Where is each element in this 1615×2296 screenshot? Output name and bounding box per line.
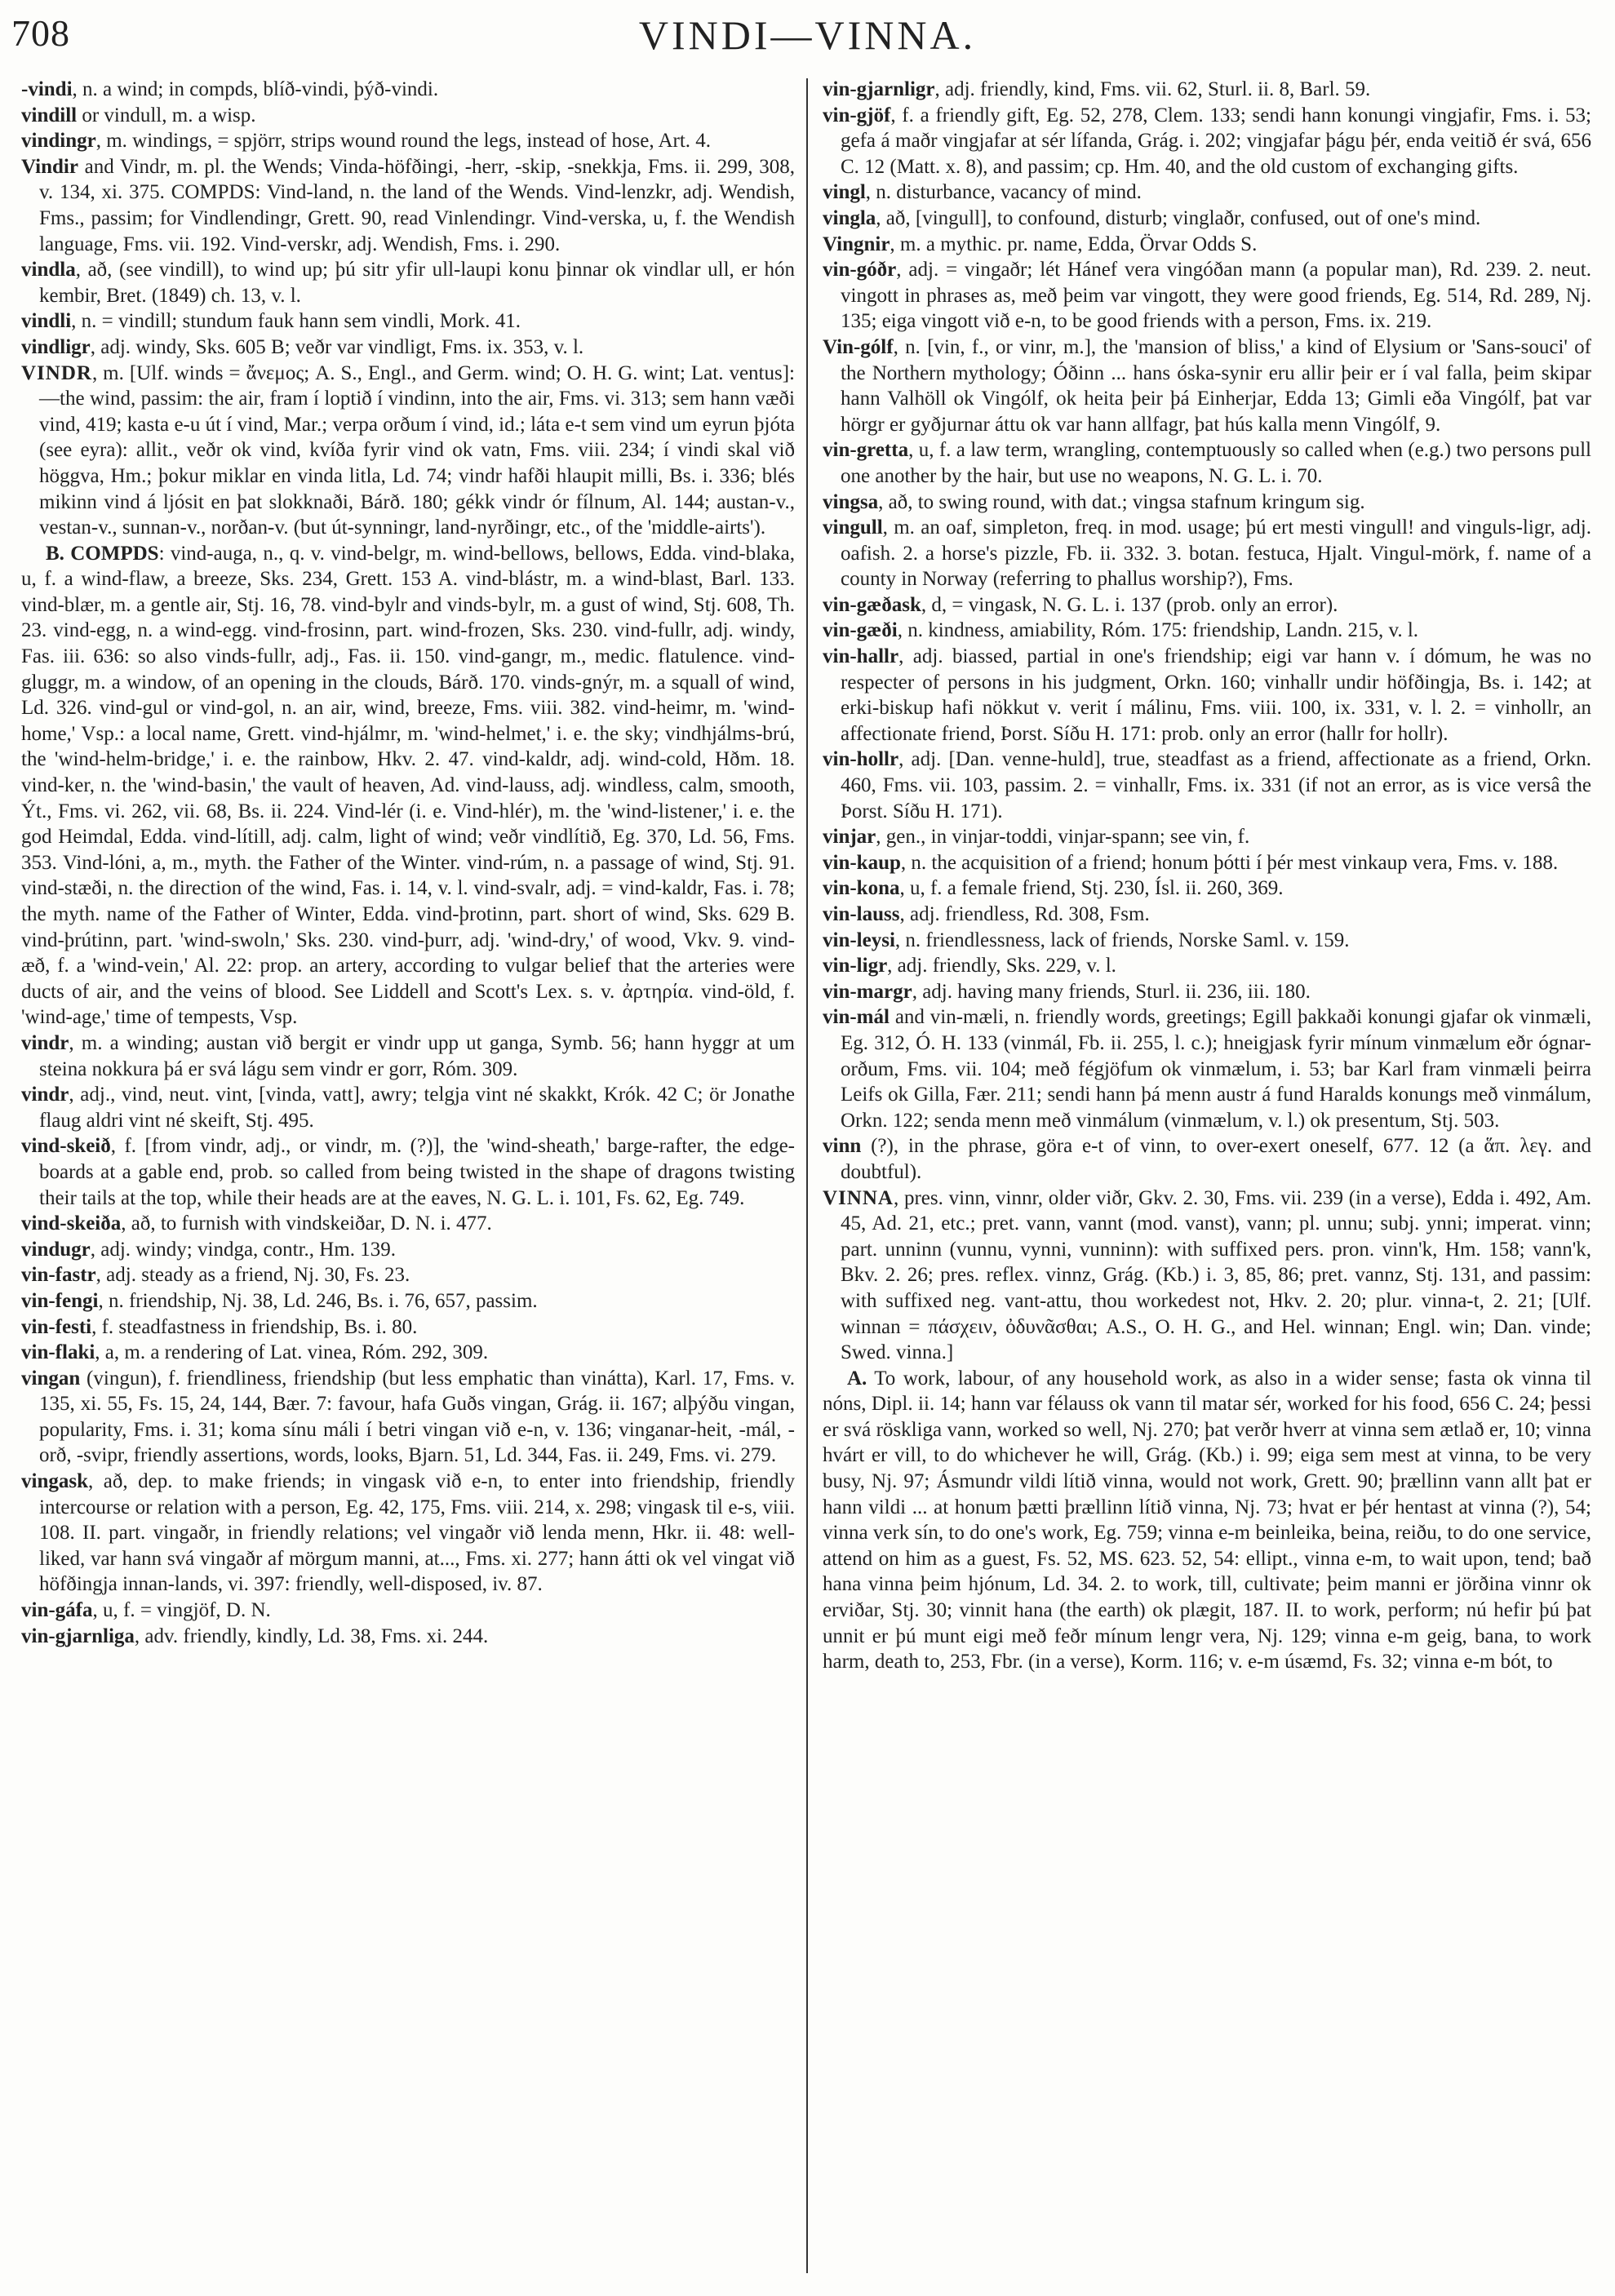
- entry-headword: vindr: [21, 1031, 69, 1054]
- entry-headword: vin-margr: [823, 980, 912, 1003]
- entry-definition: , m. windings, = spjörr, strips wound round the legs, instead of hose, Art. 4.: [95, 130, 712, 153]
- entry-headword: vin-fengi: [21, 1289, 99, 1312]
- dictionary-entry: [823, 490, 1591, 516]
- entry-headword: vindligr: [21, 335, 91, 358]
- entry-definition: , að, dep. to make friends; in vingask við e-n, to enter into friendship, friendly intercourse or relation with a person, Eg. 42, 175, Fms. viii. 214, x. 298; vingask til e-s, viii. 108. II. part. vingaðr, in friendly relations; vel vingaðr við lenda menn, Hkr. ii. 48: well-liked, var hann svá vingaðr af mörgum manni, at..., Fms. xi. 277; hann átti ok vel vingat við höfðingja innan-lands, vi. 397: friendly, well-disposed, iv. 87.: [39, 1470, 795, 1596]
- dictionary-entry: [21, 1314, 795, 1341]
- dictionary-entry: [823, 824, 1591, 850]
- dictionary-entry: [21, 77, 795, 103]
- entry-definition: or vindull, m. a wisp.: [77, 104, 256, 126]
- entry-definition: , n. kindness, amiability, Róm. 175: friendship, Landn. 215, v. l.: [897, 619, 1419, 642]
- entry-definition: and vin-mæli, n. friendly words, greetings; Egill þakkaði konungi gjafar ok vinmæli, Eg. 312, Ó. H. 133 (vinmál, Fb. ii. 255, l. c.); hneigjask fyrir mínum vinmælum eðr ógnar-orðum, Fms. vii. 104; með fégjöfum ok vinmælum, i. 53; bar Karl fram vinmæli þeirra Leifs ok Gilla, Fær. 211; sendi hann þá menn austr á fund Haralds konungs með vinmálum, Orkn. 122; senda menn með vinmálum (vinmælum, v. l.) ok presentum, Stj. 503.: [841, 1006, 1591, 1132]
- entry-headword: vin-festi: [21, 1315, 92, 1338]
- entry-definition: , að, to swing round, with dat.; vingsa stafnum kringum sig.: [878, 490, 1365, 513]
- entry-definition: To work, labour, of any household work, as also in a wider sense; fasta ok vinna til nóns, Dipl. ii. 14; hann var félauss ok vann til matar sér, worked for his food, 656 C. 24; þessi er svá röskliga vann, worked so well, Nj. 270; þat verðr hverr at vinna sem ætlað er, 10; vinna hvárt er vill, to do whichever he will, Grág. (Kb.) i. 99; eiga sem mest at vinna, to be very busy, Nj. 97; Ásmundr vildi lítið vinna, would not work, Grett. 90; þrællinn vann allt þat er hann vildi ... at honum þætti þrællinn lítið vinna, Nj. 73; hvat er þér hentast at vinna (?), 54; vinna verk sín, to do one's work, Eg. 759; vinna e-m beinleika, beina, reiðu, to do one service, attend on him as a guest, Fs. 52, MS. 623. 52, 54: ellipt., vinna e-m, to wait upon, tend; bað hana vinna þeim hjónum, Ld. 34. 2. to work, till, cultivate; þeim manni er jörðina vinnr ok erviðar, Stj. 30; vinnit hana (the earth) ok plægit, 187. II. to work, perform; nú hefir þú þat unnit er þú munt eigi með feðr mínum lengr vera, Nj. 129; vinna e-m geig, bana, to work harm, death to, 253, Fbr. (in a verse), Korm. 116; v. e-m úsæmd, Fs. 32; vinna e-m bót, to: [823, 1367, 1591, 1673]
- entry-definition: , að, [vingull], to confound, disturb; vinglaðr, confused, out of one's mind.: [876, 206, 1481, 229]
- entry-headword: vin-leysi: [823, 929, 895, 951]
- dictionary-entry: [21, 1133, 795, 1211]
- entry-definition: , d, = vingask, N. G. L. i. 137 (prob. only an error).: [921, 593, 1338, 616]
- entry-headword: vindli: [21, 310, 72, 333]
- entry-definition: , n. a wind; in compds, blíð-vindi, þýð-vindi.: [72, 78, 439, 100]
- entry-headword: vin-kaup: [823, 851, 901, 874]
- dictionary-entry: [21, 335, 795, 361]
- entry-headword: vinjar: [823, 826, 876, 849]
- entry-headword: vin-gjarnliga: [21, 1624, 135, 1647]
- entry-definition: , f. [from vindr, adj., or vindr, m. (?)], the 'wind-sheath,' barge-rafter, the edge-boards at a gable end, prob. so called from being twisted in the shape of dragons twisting their tails at the top, while their heads are at the eaves, N. G. L. i. 101, Fs. 62, Eg. 749.: [39, 1135, 795, 1209]
- dictionary-entry: [823, 180, 1591, 206]
- entry-definition: , adj. windy; vindga, contr., Hm. 139.: [90, 1238, 397, 1261]
- entry-definition: , n. friendship, Nj. 38, Ld. 246, Bs. i. 76, 657, passim.: [98, 1289, 538, 1312]
- dictionary-entry: [21, 1262, 795, 1288]
- entry-headword: vin-gæðask: [823, 593, 921, 616]
- dictionary-entry: [21, 1598, 795, 1624]
- entry-headword: vin-kona: [823, 877, 900, 900]
- entry-headword: vingla: [823, 206, 876, 229]
- entry-headword: vinn: [823, 1135, 862, 1158]
- entry-definition: , u, f. = vingjöf, D. N.: [92, 1599, 271, 1622]
- entry-headword: vindla: [21, 259, 76, 281]
- entry-headword: vin-hallr: [823, 645, 899, 668]
- entry-headword: vin-fastr: [21, 1264, 96, 1287]
- entry-definition: , adj. [Dan. venne-huld], true, steadfast as a friend, affectionate as a friend, Orkn. 460, Fms. vii. 103, passim. 2. = vinhallr, Fms. ix. 331 (if not an error, as is vice versâ the Þorst. Síðu H. 171).: [841, 748, 1591, 822]
- entry-definition: : vind-auga, n., q. v. vind-belgr, m. wind-bellows, bellows, Edda. vind-blaka, u, f. a wind-flaw, a breeze, Sks. 234, Grett. 153 A. vind-blástr, m. a wind-blast, Barl. 133. vind-blær, m. a gentle air, Stj. 16, 78. vind-bylr and vinds-bylr, m. a gust of wind, Stj. 608, Th. 23. vind-egg, n. a wind-egg. vind-frosinn, part. wind-frozen, Sks. 230. vind-fullr, adj. windy, Fas. iii. 636: so also vinds-fullr, adj., Fas. ii. 150. vind-gangr, m., medic. flatulence. vind-gluggr, m. a window, of an opening in the clouds, Bárð. 170. vinds-gnýr, m. a squall of wind, Ld. 326. vind-gul or vind-gol, n. an air, wind, breeze, Fms. viii. 382. vind-heimr, m. 'wind-home,' Vsp.: a local name, Grett. vind-hjálmr, m. 'wind-helmet,' i. e. the sky; vindhjálms-brú, the 'wind-helm-bridge,' i. e. the rainbow, Hkv. 2. 47. vind-kaldr, adj. wind-cold, Hðm. 18. vind-ker, n. the 'wind-basin,' the vault of heaven, Ad. vind-lauss, adj. windless, calm, smooth, Ýt., Fms. vi. 262, vii. 68, Bs. ii. 224. Vind-lér (i. e. Vind-hlér), m. the 'wind-listener,' i. e. the god Heimdal, Edda. vind-lítill, adj. calm, light of wind; veðr vindlítið, Eg. 370, Ld. 56, Fms. 353. Vind-lóni, a, m., myth. the Father of the Winter. vind-rúm, n. a passage of wind, Stj. 91. vind-stæði, n. the direction of the wind, Fas. i. 14, v. l. vind-svalr, adj. = vind-kaldr, Fas. i. 78; the myth. name of the Father of Winter, Edda. vind-þrotinn, part. short of wind, Sks. 629 B. vind-þrútinn, part. 'wind-swoln,' Sks. 230. vind-þurr, adj. 'wind-dry,' of wood, Vkv. 9. vind-æð, f. a 'wind-vein,' Al. 22: prop. an artery, according to vulgar belief that the arteries were ducts of air, and the veins of blood. See Liddell and Scott's Lex. s. v. ἀρτηρία. vind-öld, f. 'wind-age,' time of tempests, Vsp.: [21, 542, 795, 1029]
- dictionary-entry: [823, 875, 1591, 902]
- entry-definition: , m. a mythic. pr. name, Edda, Örvar Odds S.: [890, 233, 1258, 255]
- dictionary-entry: [823, 103, 1591, 180]
- entry-definition: , adj. = vingaðr; lét Hánef vera vingóðan mann (a popular man), Rd. 239. 2. neut. vingott in phrases as, með þeim var vingott, they were good friends, Eg. 514, Rd. 289, Nj. 135; eiga vingott við e-n, to be good friends with a person, Fms. ix. 219.: [841, 259, 1591, 333]
- entry-definition: , n. [vin, f., or vinr, m.], the 'mansion of bliss,' a kind of Elysium or 'Sans-souci' of the Northern mythology; Óðinn ... hans óska-synir eru allir þeir er í val falla, þeim skipar hann Valhöll ok Vingólf, ok heita þeir þá Einherjar, Edda 13; Gimli eða Vingólf, þat var hörgr er gyðjurnar áttu ok var hann allfagr, þat hús kalla menn Vingólf, 9.: [841, 335, 1591, 436]
- entry-headword: vin-gjöf: [823, 104, 891, 126]
- entry-definition: , adj. steady as a friend, Nj. 30, Fs. 23.: [95, 1264, 410, 1287]
- left-column: [21, 77, 795, 2280]
- entry-definition: (?), in the phrase, göra e-t of vinn, to over-exert oneself, 677. 12 (a ἅπ. λεγ. and doubtful).: [841, 1135, 1591, 1183]
- entry-definition: , adj. windy, Sks. 605 B; veðr var vindligt, Fms. ix. 353, v. l.: [90, 335, 584, 358]
- entry-definition: , n. the acquisition of a friend; honum þótti í þér mest vinkaup vera, Fms. v. 188.: [900, 851, 1559, 874]
- dictionary-entry: [21, 541, 795, 1031]
- dictionary-entry: [823, 850, 1591, 876]
- dictionary-entry: [823, 77, 1591, 103]
- entry-definition: , n. = vindill; stundum fauk hann sem vindli, Mork. 41.: [71, 310, 521, 333]
- entry-headword: -vindi: [21, 78, 73, 100]
- entry-definition: , u, f. a law term, wrangling, contemptuously so called when (e.g.) two persons pull one another by the hair, but use no weapons, N. G. L. i. 70.: [841, 439, 1591, 487]
- entry-headword: B. COMPDS: [46, 542, 159, 565]
- dictionary-entry: [823, 979, 1591, 1005]
- dictionary-entry: [21, 1211, 795, 1237]
- dictionary-entry: [823, 335, 1591, 437]
- entry-headword: vingsa: [823, 490, 879, 513]
- entry-headword: vingull: [823, 516, 883, 539]
- entry-definition: , n. disturbance, vacancy of mind.: [865, 181, 1142, 204]
- dictionary-entry: [21, 1237, 795, 1263]
- entry-definition: and Vindr, m. pl. the Wends; Vinda-höfðingi, -herr, -skip, -snekkja, Fms. ii. 299, 308, v. 134, xi. 375. COMPDS: Vind-land, n. the land of the Wends. Vind-lenzkr, adj. Wendish, Fms., passim; for Vindlendingr, Grett. 90, read Vinlendingr. Vind-verska, u, f. the Wendish language, Fms. vii. 192. Vind-verskr, adj. Wendish, Fms. i. 290.: [39, 155, 795, 255]
- dictionary-entry: [823, 1366, 1591, 1675]
- column-divider: [806, 78, 808, 2273]
- page-header: [0, 7, 1615, 64]
- entry-headword: Vin-gólf: [823, 335, 894, 358]
- dictionary-entry: [21, 154, 795, 257]
- dictionary-entry: [823, 437, 1591, 489]
- dictionary-entry: [823, 592, 1591, 618]
- dictionary-entry: [21, 1288, 795, 1314]
- dictionary-entry: [823, 515, 1591, 592]
- entry-definition: , f. steadfastness in friendship, Bs. i. 80.: [91, 1315, 418, 1338]
- entry-definition: , m. [Ulf. winds = ἄνεμος; A. S., Engl., and Germ. wind; O. H. G. wint; Lat. ventus]:—the wind, passim: the air, fram í loptið í vindinn, into the air, Fms. vi. 313; sem hann væði vind, 419; kasta e-u út í vind, Mar.; verpa orðum í vind, id.; láta e-t sem vind um eyrun þjóta (see eyra): allit., veðr ok vind, kvíða fyrir vind ok vatn, Fms. viii. 234; í vindi skal við höggva, Hm.; þokur miklar en vinda litla, Ld. 74; vindr hafði hlaupit milli, Bs. i. 336; blés mikinn vind á ljósit en þat slokknaði, Bárð. 180; gékk vindr ór fílnum, Al. 144; austan-v., vestan-v., sunnan-v., norðan-v. (but út-synningr, land-nyrðingr, etc., of the 'middle-airts').: [39, 361, 795, 539]
- right-column: [823, 77, 1591, 2280]
- entry-headword: vin-gáfa: [21, 1599, 93, 1622]
- entry-definition: , adj. friendly, kind, Fms. vii. 62, Sturl. ii. 8, Barl. 59.: [934, 78, 1371, 100]
- entry-headword: vin-gjarnligr: [823, 78, 935, 100]
- entry-headword: vin-gretta: [823, 439, 909, 462]
- entry-headword: Vingnir: [823, 233, 890, 255]
- entry-definition: , m. a winding; austan við bergit er vindr upp ut ganga, Symb. 56; hann hyggr at um steina nokkura þá er svá lágu sem vindr er gorr, Róm. 309.: [39, 1031, 795, 1080]
- entry-definition: , adj. friendless, Rd. 308, Fsm.: [899, 903, 1150, 925]
- entry-definition: , n. friendlessness, lack of friends, Norske Saml. v. 159.: [894, 929, 1350, 951]
- dictionary-entry: [823, 747, 1591, 824]
- running-head: VINDI—VINNA.: [638, 12, 977, 58]
- entry-definition: , adj. biassed, partial in one's friendship; eigi var hann v. í dómum, he was no respecter of persons in his judgment, Orkn. 160; vinhallr undir höfðingja, Bs. i. 142; at erki-biskup hafi nökkut v. verit í málinu, Fms. viii. 100, ix. 331, v. l. 2. = vinhollr, an affectionate friend, Þorst. Síðu H. 171: prob. only an error (hallr for hollr).: [841, 645, 1591, 745]
- entry-headword: vingan: [21, 1367, 81, 1390]
- dictionary-entry: [823, 953, 1591, 979]
- entry-headword: VINDR: [21, 361, 92, 384]
- dictionary-entry: [21, 1031, 795, 1082]
- dictionary-entry: [21, 257, 795, 308]
- dictionary-entry: [823, 644, 1591, 747]
- entry-headword: Vindir: [21, 155, 78, 178]
- entry-definition: (vingun), f. friendliness, friendship (but less emphatic than vinátta), Karl. 17, Fms. v. 135, xi. 55, Fs. 15, 24, 144, Bær. 7: favour, hafa Guðs vingan, Grág. ii. 167; alþýðu vingan, popularity, Fms. i. 31; koma sínu máli í betri vingan við e-n, v. 136; vinganar-heit, -mál, -orð, -svipr, friendly assertions, words, looks, Bjarn. 51, Ld. 344, Fas. ii. 249, Fms. vi. 279.: [39, 1367, 795, 1467]
- entry-headword: vindugr: [21, 1238, 91, 1261]
- dictionary-entry: [21, 1624, 795, 1650]
- dictionary-entry: [21, 103, 795, 129]
- entry-headword: vin-lauss: [823, 903, 900, 925]
- dictionary-entry: [21, 128, 795, 154]
- entry-definition: , að, to furnish with vindskeiðar, D. N. i. 477.: [121, 1212, 492, 1235]
- dictionary-entry: [823, 257, 1591, 335]
- entry-definition: , að, (see vindill), to wind up; þú sitr yfir ull-laupi konu þinnar ok vindlar ull, er hón kembir, Bret. (1849) ch. 13, v. l.: [39, 259, 795, 307]
- entry-headword: vindill: [21, 104, 78, 126]
- dictionary-entry: [823, 928, 1591, 954]
- entry-definition: , adj., vind, neut. vint, [vinda, vatt], awry; telgja vint né skakkt, Krók. 42 C; ör Jonathe flaug aldri vint né skeift, Stj. 495.: [39, 1084, 795, 1132]
- dictionary-entry: [823, 618, 1591, 644]
- entry-definition: , f. a friendly gift, Eg. 52, 278, Clem. 133; sendi hann konungi vingjafir, Fms. i. 53; gefa á maðr vingjafar at sér lífanda, Grág. i. 202; vingjafar þágu þér, enda veitið ér svá, 656 C. 12 (Matt. x. 8), and passim; cp. Hm. 40, and the old custom of exchanging gifts.: [841, 104, 1591, 178]
- entry-headword: vingask: [21, 1470, 88, 1493]
- dictionary-entry: [823, 902, 1591, 928]
- entry-headword: vin-gæði: [823, 619, 898, 642]
- entry-headword: vin-mál: [823, 1006, 890, 1029]
- dictionary-entry: [823, 1133, 1591, 1185]
- entry-headword: vindingr: [21, 130, 96, 153]
- dictionary-entry: [21, 1366, 795, 1469]
- dictionary-entry: [823, 1004, 1591, 1133]
- entry-headword: A.: [847, 1367, 867, 1390]
- dictionary-entry: [21, 1340, 795, 1366]
- dictionary-entry: [21, 1469, 795, 1598]
- entry-headword: vin-góðr: [823, 259, 897, 281]
- dictionary-entry: [21, 1082, 795, 1133]
- entry-definition: , m. an oaf, simpleton, freq. in mod. usage; þú ert mesti vingull! and vinguls-ligr, adj. oafish. 2. a horse's pizzle, Fb. ii. 332. 3. botan. festuca, Hjalt. Vingul-mörk, f. name of a county in Norway (referring to phallus worship?), Fms.: [841, 516, 1591, 591]
- dictionary-entry: [823, 1186, 1591, 1366]
- entry-definition: , adj. having many friends, Sturl. ii. 236, iii. 180.: [912, 980, 1311, 1003]
- entry-headword: vindr: [21, 1084, 69, 1106]
- entry-definition: , u, f. a female friend, Stj. 230, Ísl. ii. 260, 369.: [899, 877, 1284, 900]
- dictionary-entry: [823, 206, 1591, 232]
- dictionary-entry: [21, 361, 795, 541]
- entry-definition: , adv. friendly, kindly, Ld. 38, Fms. xi. 244.: [134, 1624, 489, 1647]
- entry-definition: , gen., in vinjar-toddi, vinjar-spann; see vin, f.: [876, 826, 1250, 849]
- entry-headword: vin-ligr: [823, 955, 888, 977]
- entry-headword: vin-flaki: [21, 1341, 95, 1364]
- entry-definition: , pres. vinn, vinnr, older viðr, Gkv. 2. 30, Fms. vii. 239 (in a verse), Edda i. 492, Am. 45, Ad. 21, etc.; pret. vann, vannt (mod. vanst), vann; pl. unnu; subj. ynni; imperat. vinn; part. unninn (vunnu, vynni, vunninn): with suffixed pers. pron. vinn'k, Hm. 158; vann'k, Bkv. 2. 26; pres. reflex. vinnz, Grág. (Kb.) i. 3, 85, 86; pret. vannz, Stj. 131, and passim: with suffixed neg. vant-attu, thou workedest not, Hkv. 2. 20; plur. vinna-t, 2. 21; [Ulf. winnan = πάσχειν, ὀδυνᾶσθαι; A.S., O. H. G., and Hel. winnan; Engl. win; Dan. vinde; Swed. vinna.]: [841, 1186, 1591, 1364]
- entry-headword: vingl: [823, 181, 866, 204]
- entry-definition: , adj. friendly, Sks. 229, v. l.: [887, 955, 1116, 977]
- entry-definition: , a, m. a rendering of Lat. vinea, Róm. 292, 309.: [95, 1341, 489, 1364]
- dictionary-entry: [823, 232, 1591, 258]
- page-number: 708: [11, 12, 70, 54]
- entry-headword: vind-skeið: [21, 1135, 111, 1158]
- entry-headword: vind-skeiða: [21, 1212, 122, 1235]
- entry-headword: vin-hollr: [823, 748, 899, 771]
- entry-headword: VINNA: [823, 1186, 894, 1209]
- dictionary-entry: [21, 308, 795, 335]
